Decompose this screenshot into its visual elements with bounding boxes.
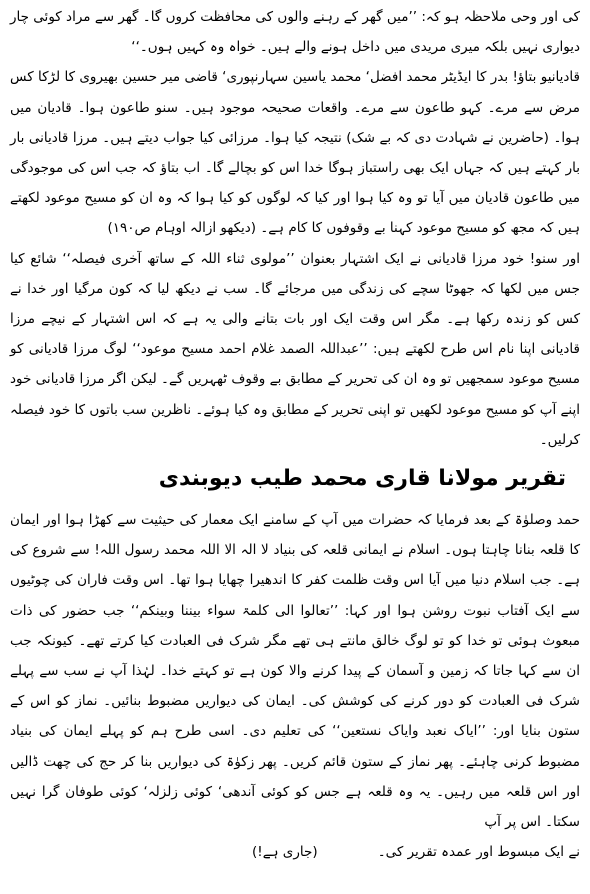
continued-note: (جاری ہے!) [252, 844, 318, 861]
paragraph-final-decision: اور سنو! خود مرزا قادیانی نے ایک اشتہار بعنوان ’’مولوی ثناء اللہ کے ساتھ آخری فیصلہ‘‘ شائع کیا جس میں لکھا کہ جھوٹا سچے کی زندگی میں مرجائے گا۔ سب نے دیکھ لیا کہ کون مرگیا اور خدا نے کس کو زندہ رکھا ہے۔ مگر اس وقت ایک اور بات بتانے والی یہ ہے کہ اس اشتہار کے نیچے مرزا قادیانی اپنا نام اس طرح لکھتے ہیں: ’’عبداللہ الصمد غلام احمد مسیح موعود‘‘ لوگ مرزا قادیانی کو مسیح موعود سمجھیں تو وہ ان کی تحریر کے مطابق بے وقوف ٹھہریں گے۔ لیکن اگر مرزا قادیانی خود اپنے آپ کو مسیح موعود لکھیں تو اپنی تحریر کے مطابق وہ کیا ہوئے۔ ناظرین سب باتوں کا خود فیصلہ کرلیں۔ [10, 250, 580, 448]
closing-line [10, 837, 580, 867]
paragraph-speech: حمد وصلوٰۃ کے بعد فرمایا کہ حضرات میں آپ کے سامنے ایک معمار کی حیثیت سے کھڑا ہوا اور ایمان کا قلعہ بنانا چاہتا ہوں۔ اسلام نے ایمانی قلعہ کی بنیاد لا الہ الا اللہ محمد رسول اللہ! سے شروع کی ہے۔ جب اسلام دنیا میں آیا اس وقت ظلمت کفر کا اندھیرا چھایا ہوا تھا۔ اس وقت فاران کی چوٹیوں سے ایک آفتاب نبوت روشن ہوا اور کہا: ’’تعالوا الی کلمۃ سواء بیننا وبینکم‘‘ جب حضور کی ذات مبعوث ہوئی تو خدا کو تو لوگ خالق مانتے ہی تھے مگر شرک فی العبادت کیا کرتے تھے۔ کیونکہ جب ان سے کہا جاتا کہ زمین و آسمان کے پیدا کرنے والا کون ہے تو کہتے خدا۔ لہٰذا آپ نے سب سے پہلے شرک فی العبادت کو دور کرنے کی کوشش کی۔ ایمان کی دیواریں مضبوط بنائیں۔ نماز کو اس کے ستون بنایا اور: ’’ایاک نعبد وایاک نستعین‘‘ کی تعلیم دی۔ اسی طرح ہم کو پہلے ایمان کی بنیاد مضبوط کرنی چاہئے۔ پھر نماز کے ستون قائم کریں۔ پھر زکوٰۃ کی دیواریں بنا کر حج کی چھت ڈالیں اور اس قلعہ میں رہیں۔ یہ وہ قلعہ ہے جس کو کوئی آندھی‘ کوئی زلزلہ‘ کوئی طوفان گرا نہیں سکتا۔ اس پر آپ [10, 512, 580, 831]
paragraph-revelation: کی اور وحی ملاحظہ ہو کہ: ’’میں گھر کے رہنے والوں کی محافظت کروں گا۔ گھر سے مراد کوئی چار دیواری نہیں بلکہ میری مریدی میں داخل ہونے والے ہیں۔ خواہ وہ کہیں ہوں۔‘‘ [10, 9, 580, 56]
closing-text: نے ایک مبسوط اور عمدہ تقریر کی۔ [377, 844, 580, 861]
paragraph-plague-question: قادیانیو بتاؤ! بدر کا ایڈیٹر محمد افضل‘ محمد یاسین سہارنپوری‘ قاضی میر حسین بھیروی کا لڑکا کس مرض سے مرے۔ کہو طاعون سے مرے۔ واقعات صحیحہ موجود ہیں۔ سنو طاعون ہوا۔ قادیان میں ہوا۔ (حاضرین نے شہادت دی کہ بے شک) نتیجہ کیا ہوا۔ مرزائی کیا جواب دیتے ہیں۔ مرزا قادیانی بار بار کہتے ہیں کہ جہاں ایک بھی راستباز ہوگا خدا اس کو بچالے گا۔ اب بتاؤ کہ جب اس کی موجودگی میں طاعون قادیان میں آیا تو وہ کیا ہوا اور کیا کہ لوگوں کو کیا ہوا کہ وہ ان کو مسیح موعود لکھتے ہیں کہ مجھ کو مسیح موعود کہنا بے وقوفوں کا کام ہے۔ (دیکھو ازالہ اوہام ص۱۹۰) [10, 69, 580, 237]
section-heading: تقریر مولانا قاری محمد طیب دیوبندی [158, 466, 566, 492]
